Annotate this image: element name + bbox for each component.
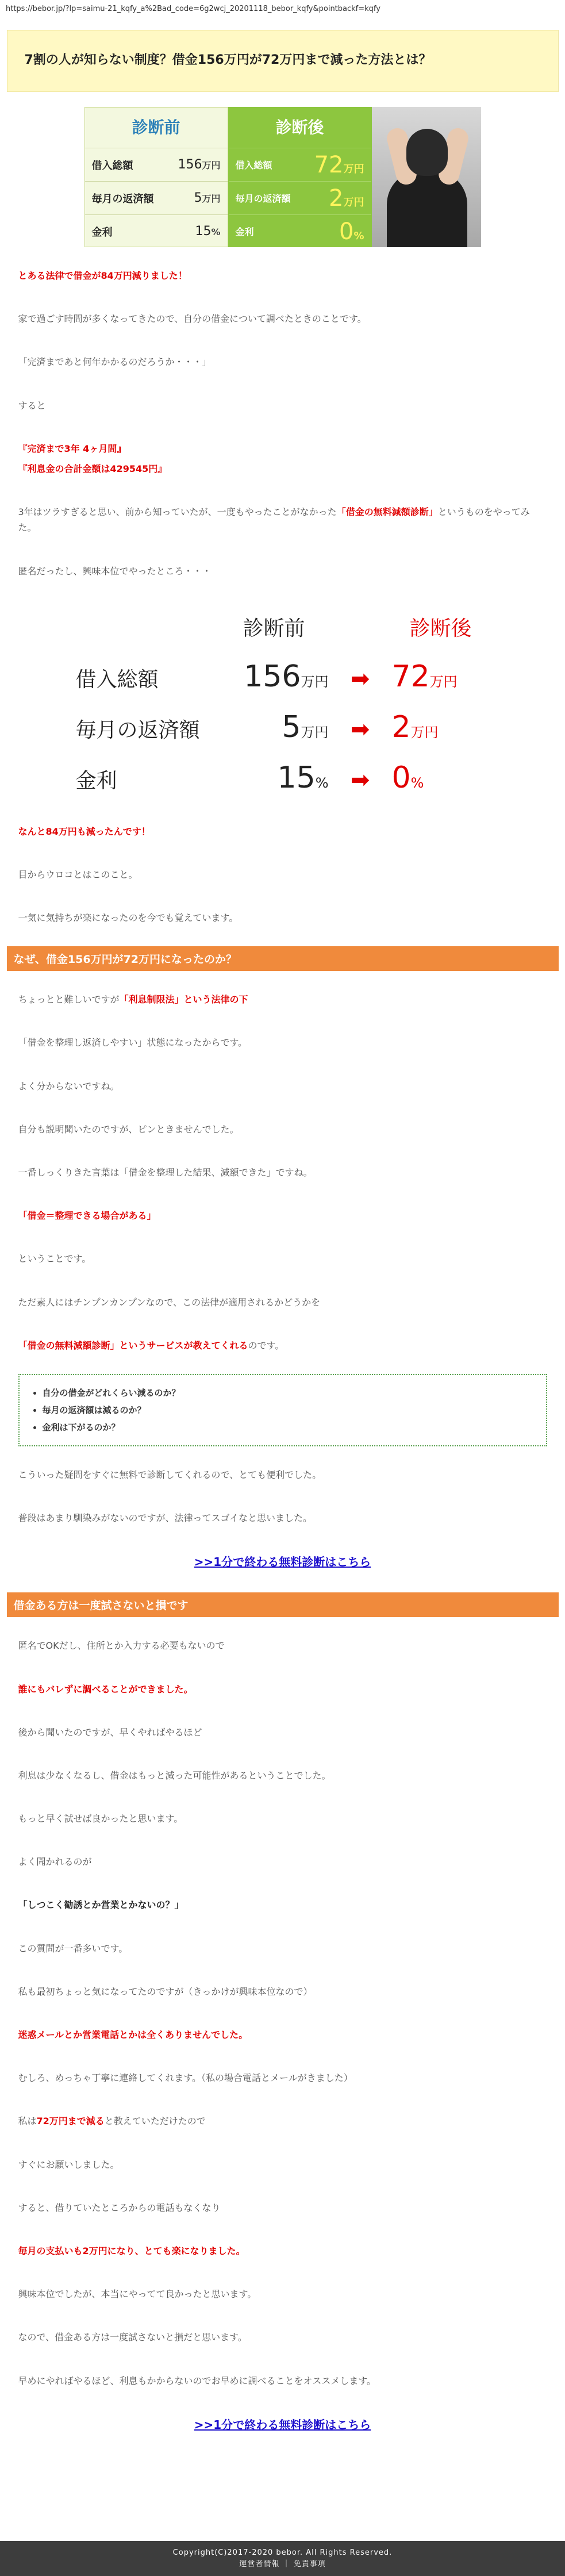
paragraph: すると (18, 400, 46, 411)
before-title: 診断前 (132, 118, 180, 137)
footer (0, 2541, 565, 2576)
paragraph (18, 1338, 547, 1353)
paragraph-text: 私は (18, 2116, 37, 2127)
unit: 万円 (343, 163, 364, 175)
result-lead: なんと84万円も減ったんです！ (18, 826, 151, 837)
paragraph: こういった疑問をすぐに無料で診断してくれるので、とても便利でした。 (18, 1469, 322, 1480)
paragraph: 目からウロコとはこのこと。 (18, 869, 138, 880)
free-diagnosis-link[interactable]: >>1分で終わる無料診断はこちら (194, 2417, 371, 2432)
paragraph: もっと早く試せば良かったと思います。 (18, 1813, 183, 1825)
figure-after-value: 0 (391, 760, 411, 795)
highlight-text: 「借金の無料減額診断」 (336, 506, 438, 518)
before-row (85, 148, 228, 181)
highlight-text: 迷惑メールとか営業電話とかは全くありませんでした。 (18, 2029, 248, 2040)
paragraph-text: と教えていただけたので (104, 2116, 206, 2127)
row-label: 金利 (235, 226, 254, 237)
figure-before-value: 5 (282, 709, 301, 744)
figure-before-title: 診断前 (243, 616, 305, 640)
stressed-person-photo (372, 107, 481, 247)
copyright-text: Copyright(C)2017-2020 bebor. All Rights Reserved. (172, 2548, 393, 2557)
figure-row-label: 毎月の返済額 (75, 718, 200, 742)
article-body (7, 268, 559, 926)
section-heading-why: なぜ、借金156万円が72万円になったのか？ (7, 946, 559, 971)
section-why-body (7, 992, 559, 1572)
row-label: 毎月の返済額 (91, 193, 154, 205)
unit: % (211, 226, 221, 237)
figure-row (76, 651, 490, 702)
after-row (229, 181, 371, 214)
before-value: 15 (195, 224, 212, 239)
free-diagnosis-link[interactable]: >>1分で終わる無料診断はこちら (194, 1555, 371, 1569)
figure-after-value: 72 (391, 659, 430, 694)
unit: 万円 (343, 196, 364, 209)
highlight-text: 誰にもバレずに調べることができました。 (18, 1683, 193, 1695)
paragraph: ということです。 (18, 1253, 91, 1265)
paragraph: すると、借りていたところからの電話もなくなり (18, 2202, 221, 2213)
after-value: 0 (339, 218, 354, 245)
before-column (84, 107, 228, 247)
right-arrow-icon: ➡ (350, 766, 370, 793)
before-row (85, 181, 228, 214)
paragraph-text: 3年はツラすぎると思い、前から知っていたが、一度もやったことがなかった (18, 506, 337, 518)
cta-container (18, 1552, 547, 1572)
unit: % (353, 229, 364, 242)
before-value: 5 (194, 191, 202, 205)
paragraph (18, 992, 547, 1007)
paragraph: 「借金を整理し返済しやすい」状態になったからです。 (18, 1037, 248, 1049)
photo-head-shape (406, 129, 448, 176)
figure-before-value: 15 (277, 760, 316, 795)
paragraph: 普段はあまり馴染みがないのですが、法律ってスゴイなと思いました。 (18, 1512, 313, 1524)
before-value: 156 (178, 158, 202, 172)
figure-row (76, 753, 490, 803)
after-row (229, 148, 371, 181)
after-column (228, 107, 372, 247)
highlight-text: 『利息金の合計金額は429545円』 (18, 463, 167, 474)
right-arrow-icon: ➡ (350, 716, 370, 743)
comparison-figure (76, 611, 490, 803)
unit: % (315, 774, 329, 791)
paragraph (18, 504, 547, 535)
paragraph: むしろ、めっちゃ丁寧に連絡してくれます。（私の場合電話とメールがきました） (18, 2072, 353, 2084)
row-label: 金利 (91, 226, 113, 239)
footer-links[interactable]: 運営者情報 ｜ 免責事項 (239, 2560, 326, 2569)
paragraph: 一番しっくりきた言葉は「借金を整理した結果、減額できた」ですね。 (18, 1167, 313, 1178)
highlight-text: 「借金の無料減額診断」というサービスが教えてくれる (18, 1339, 248, 1351)
paragraph-text: というものをやってみた。 (18, 506, 530, 533)
cta-container (18, 2415, 547, 2435)
highlight-text: 『完済まで3年 4ヶ月間』 (18, 443, 126, 454)
comparison-banner (84, 107, 481, 247)
row-label: 借入総額 (235, 160, 272, 171)
unit: % (410, 774, 424, 791)
paragraph: よく分からないですね。 (18, 1080, 120, 1092)
unit: 万円 (202, 160, 221, 171)
paragraph: 早めにやればやるほど、利息もかからないのでお早めに調べることをオススメします。 (18, 2375, 376, 2386)
before-row (85, 214, 228, 248)
paragraph: 匿名でOKだし、住所とか入力する必要もないので (18, 1640, 225, 1652)
figure-after-title: 診断後 (409, 616, 472, 640)
paragraph: 私も最初ちょっと気になってたのですが（きっかけが興味本位なので） (18, 1986, 313, 1997)
figure-row-label: 借入総額 (75, 667, 159, 692)
highlight-text: 「借金＝整理できる場合がある」 (18, 1210, 156, 1222)
row-label: 毎月の返済額 (235, 193, 291, 204)
paragraph: 匿名だったし、興味本位でやったところ・・・ (18, 565, 212, 577)
page-title: 7割の人が知らない制度？借金156万円が72万円まで減った方法とは？ (7, 30, 559, 92)
paragraph: 家で過ごす時間が多くなってきたので、自分の借金について調べたときのことです。 (18, 313, 367, 325)
quote-text: 「しつこく勧誘とか営業とかないの？」 (18, 1899, 184, 1911)
after-value: 2 (329, 185, 344, 212)
paragraph-text: のです。 (248, 1339, 285, 1351)
paragraph: 後から聞いたのですが、早くやればやるほど (18, 1726, 202, 1738)
row-label: 借入総額 (91, 159, 133, 172)
url-text: https://bebor.jp/?lp=saimu-21_kqfy_a%2Bad_code=6g2wcj_20201118_bebor_kqfy&pointbackf=kqfy (6, 5, 380, 13)
paragraph: この質問が一番多いです。 (18, 1942, 128, 1954)
after-title: 診断後 (275, 118, 324, 137)
unit: 万円 (301, 673, 329, 690)
paragraph (18, 2113, 547, 2129)
paragraph: 自分も説明聞いたのですが、ピンときませんでした。 (18, 1123, 239, 1135)
figure-after-value: 2 (391, 709, 411, 744)
figure-before-value: 156 (244, 659, 301, 694)
section-try-body (7, 1638, 559, 2434)
paragraph: なので、借金ある方は一度試さないと損だと思います。 (18, 2332, 247, 2343)
checklist-item: • 自分の借金がどれくらい減るのか？ (43, 1384, 536, 1402)
paragraph: ただ素人にはチンプンカンプンなので、この法律が適用されるかどうかを (18, 1296, 321, 1308)
unit: 万円 (301, 724, 329, 740)
unit: 万円 (429, 673, 458, 690)
paragraph: 一気に気持ちが楽になったのを今でも覚えています。 (18, 912, 239, 924)
paragraph: 興味本位でしたが、本当にやってて良かったと思います。 (18, 2289, 257, 2300)
after-value: 72 (314, 151, 344, 178)
checklist-item: • 毎月の返済額は減るのか？ (43, 1402, 536, 1419)
highlight-text: 72万円まで減る (36, 2116, 105, 2127)
page-container (7, 30, 559, 2435)
figure-row (76, 702, 490, 753)
paragraph-text: ちょっとと難しいですが (18, 994, 120, 1005)
unit: 万円 (202, 193, 221, 204)
paragraph: すぐにお願いしました。 (18, 2159, 120, 2170)
intro-lead: とある法律で借金が84万円減りました！ (18, 270, 187, 281)
checklist-item: • 金利は下がるのか？ (43, 1419, 536, 1436)
highlight-text: 「利息制限法」という法律の下 (119, 994, 248, 1005)
right-arrow-icon: ➡ (350, 665, 370, 692)
after-row (229, 214, 371, 248)
checklist-box (18, 1374, 547, 1446)
unit: 万円 (410, 724, 439, 740)
section-heading-try: 借金ある方は一度試さないと損です (7, 1592, 559, 1617)
paragraph: 「完済まであと何年かかるのだろうか・・・」 (18, 356, 212, 368)
figure-row-label: 金利 (75, 769, 117, 793)
paragraph: 利息は少なくなるし、借金はもっと減った可能性があるということでした。 (18, 1769, 331, 1781)
figure-header (76, 611, 490, 651)
highlight-text: 毎月の支払いも2万円になり、とても楽になりました。 (18, 2245, 245, 2256)
paragraph: よく聞かれるのが (18, 1856, 92, 1868)
